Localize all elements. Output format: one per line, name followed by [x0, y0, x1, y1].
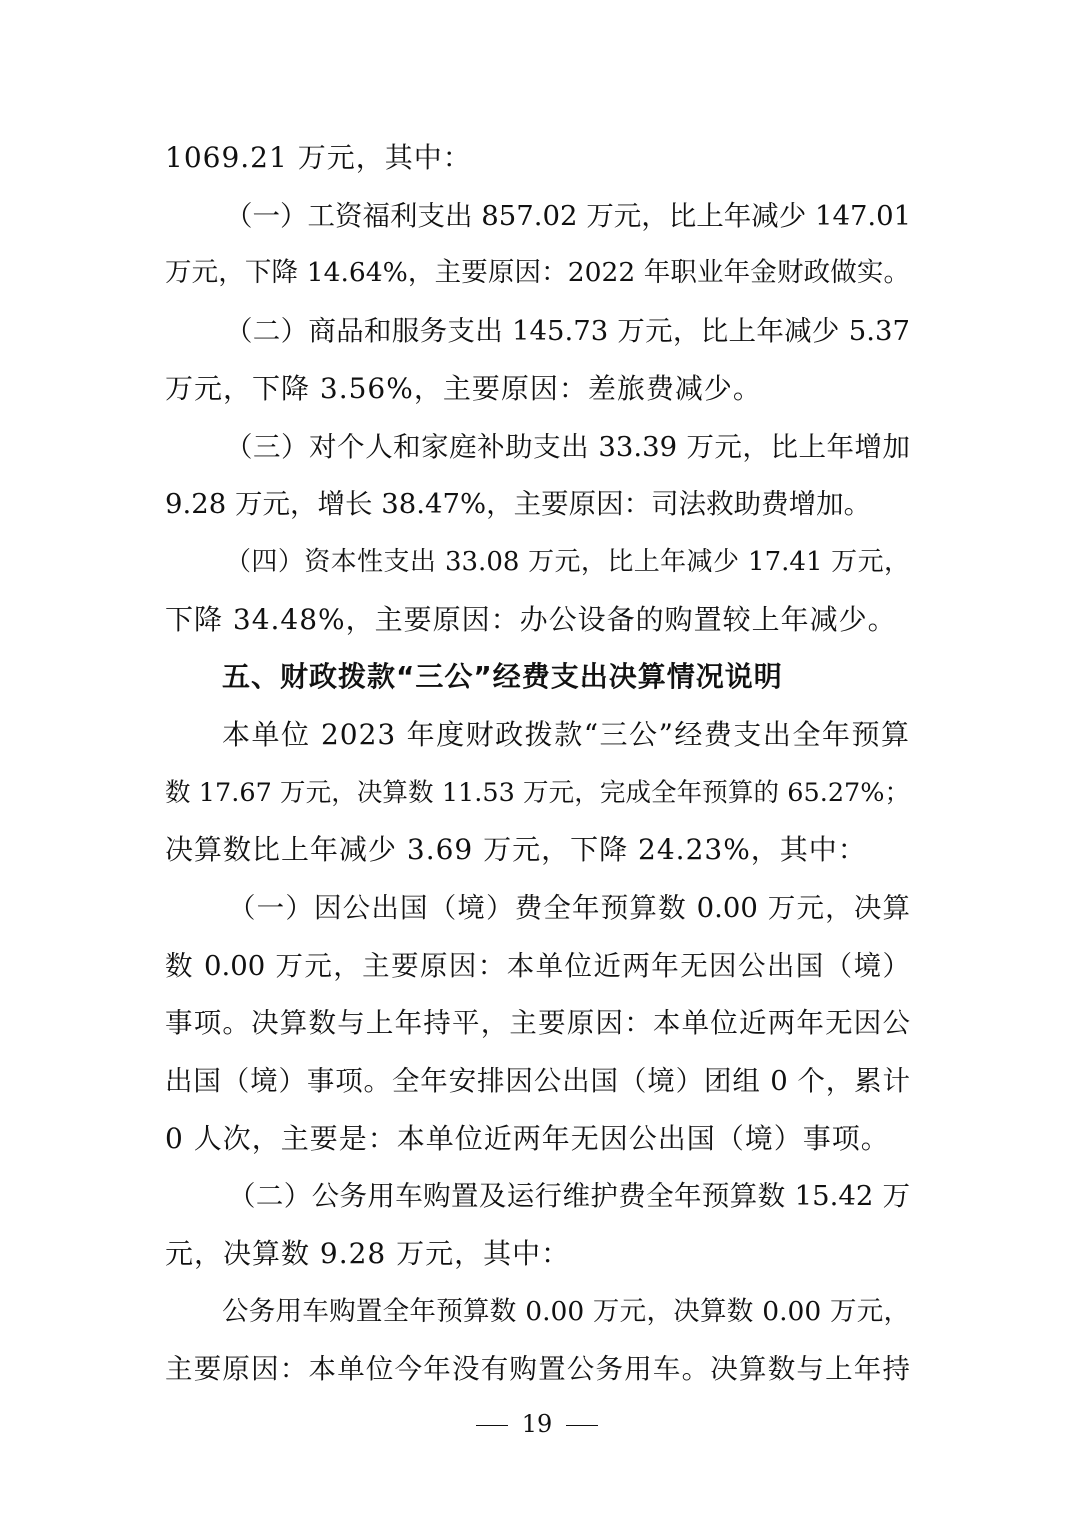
- text-line-20: 元，决算数 9.28 万元，其中：: [165, 1237, 571, 1270]
- text-line-5: 万元，下降 3.56%，主要原因：差旅费减少。: [165, 372, 762, 405]
- text-line-18: 0 人次，主要是：本单位近两年无因公出国（境）事项。: [165, 1122, 890, 1155]
- page-number: 19: [521, 1410, 553, 1438]
- text-line-3: 万元，下降 14.64%，主要原因：2022 年职业年金财政做实。: [165, 257, 910, 288]
- text-line-1: 1069.21 万元，其中：: [165, 141, 472, 174]
- text-line-21: 公务用车购置全年预算数 0.00 万元，决算数 0.00 万元，: [222, 1296, 910, 1327]
- text-line-11: 本单位 2023 年度财政拨款“三公”经费支出全年预算: [222, 718, 910, 751]
- text-line-22: 主要原因：本单位今年没有购置公务用车。决算数与上年持: [165, 1353, 910, 1385]
- text-line-19: （二）公务用车购置及运行维护费全年预算数 15.42 万: [228, 1180, 910, 1212]
- text-line-9: 下降 34.48%，主要原因：办公设备的购置较上年减少。: [165, 603, 897, 636]
- section-heading: 五、财政拨款“三公”经费支出决算情况说明: [222, 660, 783, 693]
- text-line-16: 事项。决算数与上年持平，主要原因：本单位近两年无因公: [165, 1007, 910, 1039]
- left-dash: [476, 1425, 508, 1426]
- text-line-14: （一）因公出国（境）费全年预算数 0.00 万元，决算: [228, 892, 910, 924]
- right-dash: [566, 1425, 598, 1426]
- text-line-6: （三）对个人和家庭补助支出 33.39 万元，比上年增加: [225, 431, 910, 463]
- page-footer: [0, 1404, 1074, 1444]
- text-line-17: 出国（境）事项。全年安排因公出国（境）团组 0 个，累计: [165, 1065, 910, 1097]
- text-line-15: 数 0.00 万元，主要原因：本单位近两年无因公出国（境）: [165, 950, 910, 982]
- text-line-7: 9.28 万元，增长 38.47%，主要原因：司法救助费增加。: [165, 488, 872, 520]
- text-line-4: （二）商品和服务支出 145.73 万元，比上年减少 5.37: [225, 315, 910, 347]
- text-line-13: 决算数比上年减少 3.69 万元，下降 24.23%，其中：: [165, 833, 867, 866]
- text-line-2: （一）工资福利支出 857.02 万元，比上年减少 147.01: [225, 200, 912, 232]
- text-line-8: （四）资本性支出 33.08 万元，比上年减少 17.41 万元，: [225, 547, 910, 577]
- text-line-12: 数 17.67 万元，决算数 11.53 万元，完成全年预算的 65.27%；: [165, 778, 910, 808]
